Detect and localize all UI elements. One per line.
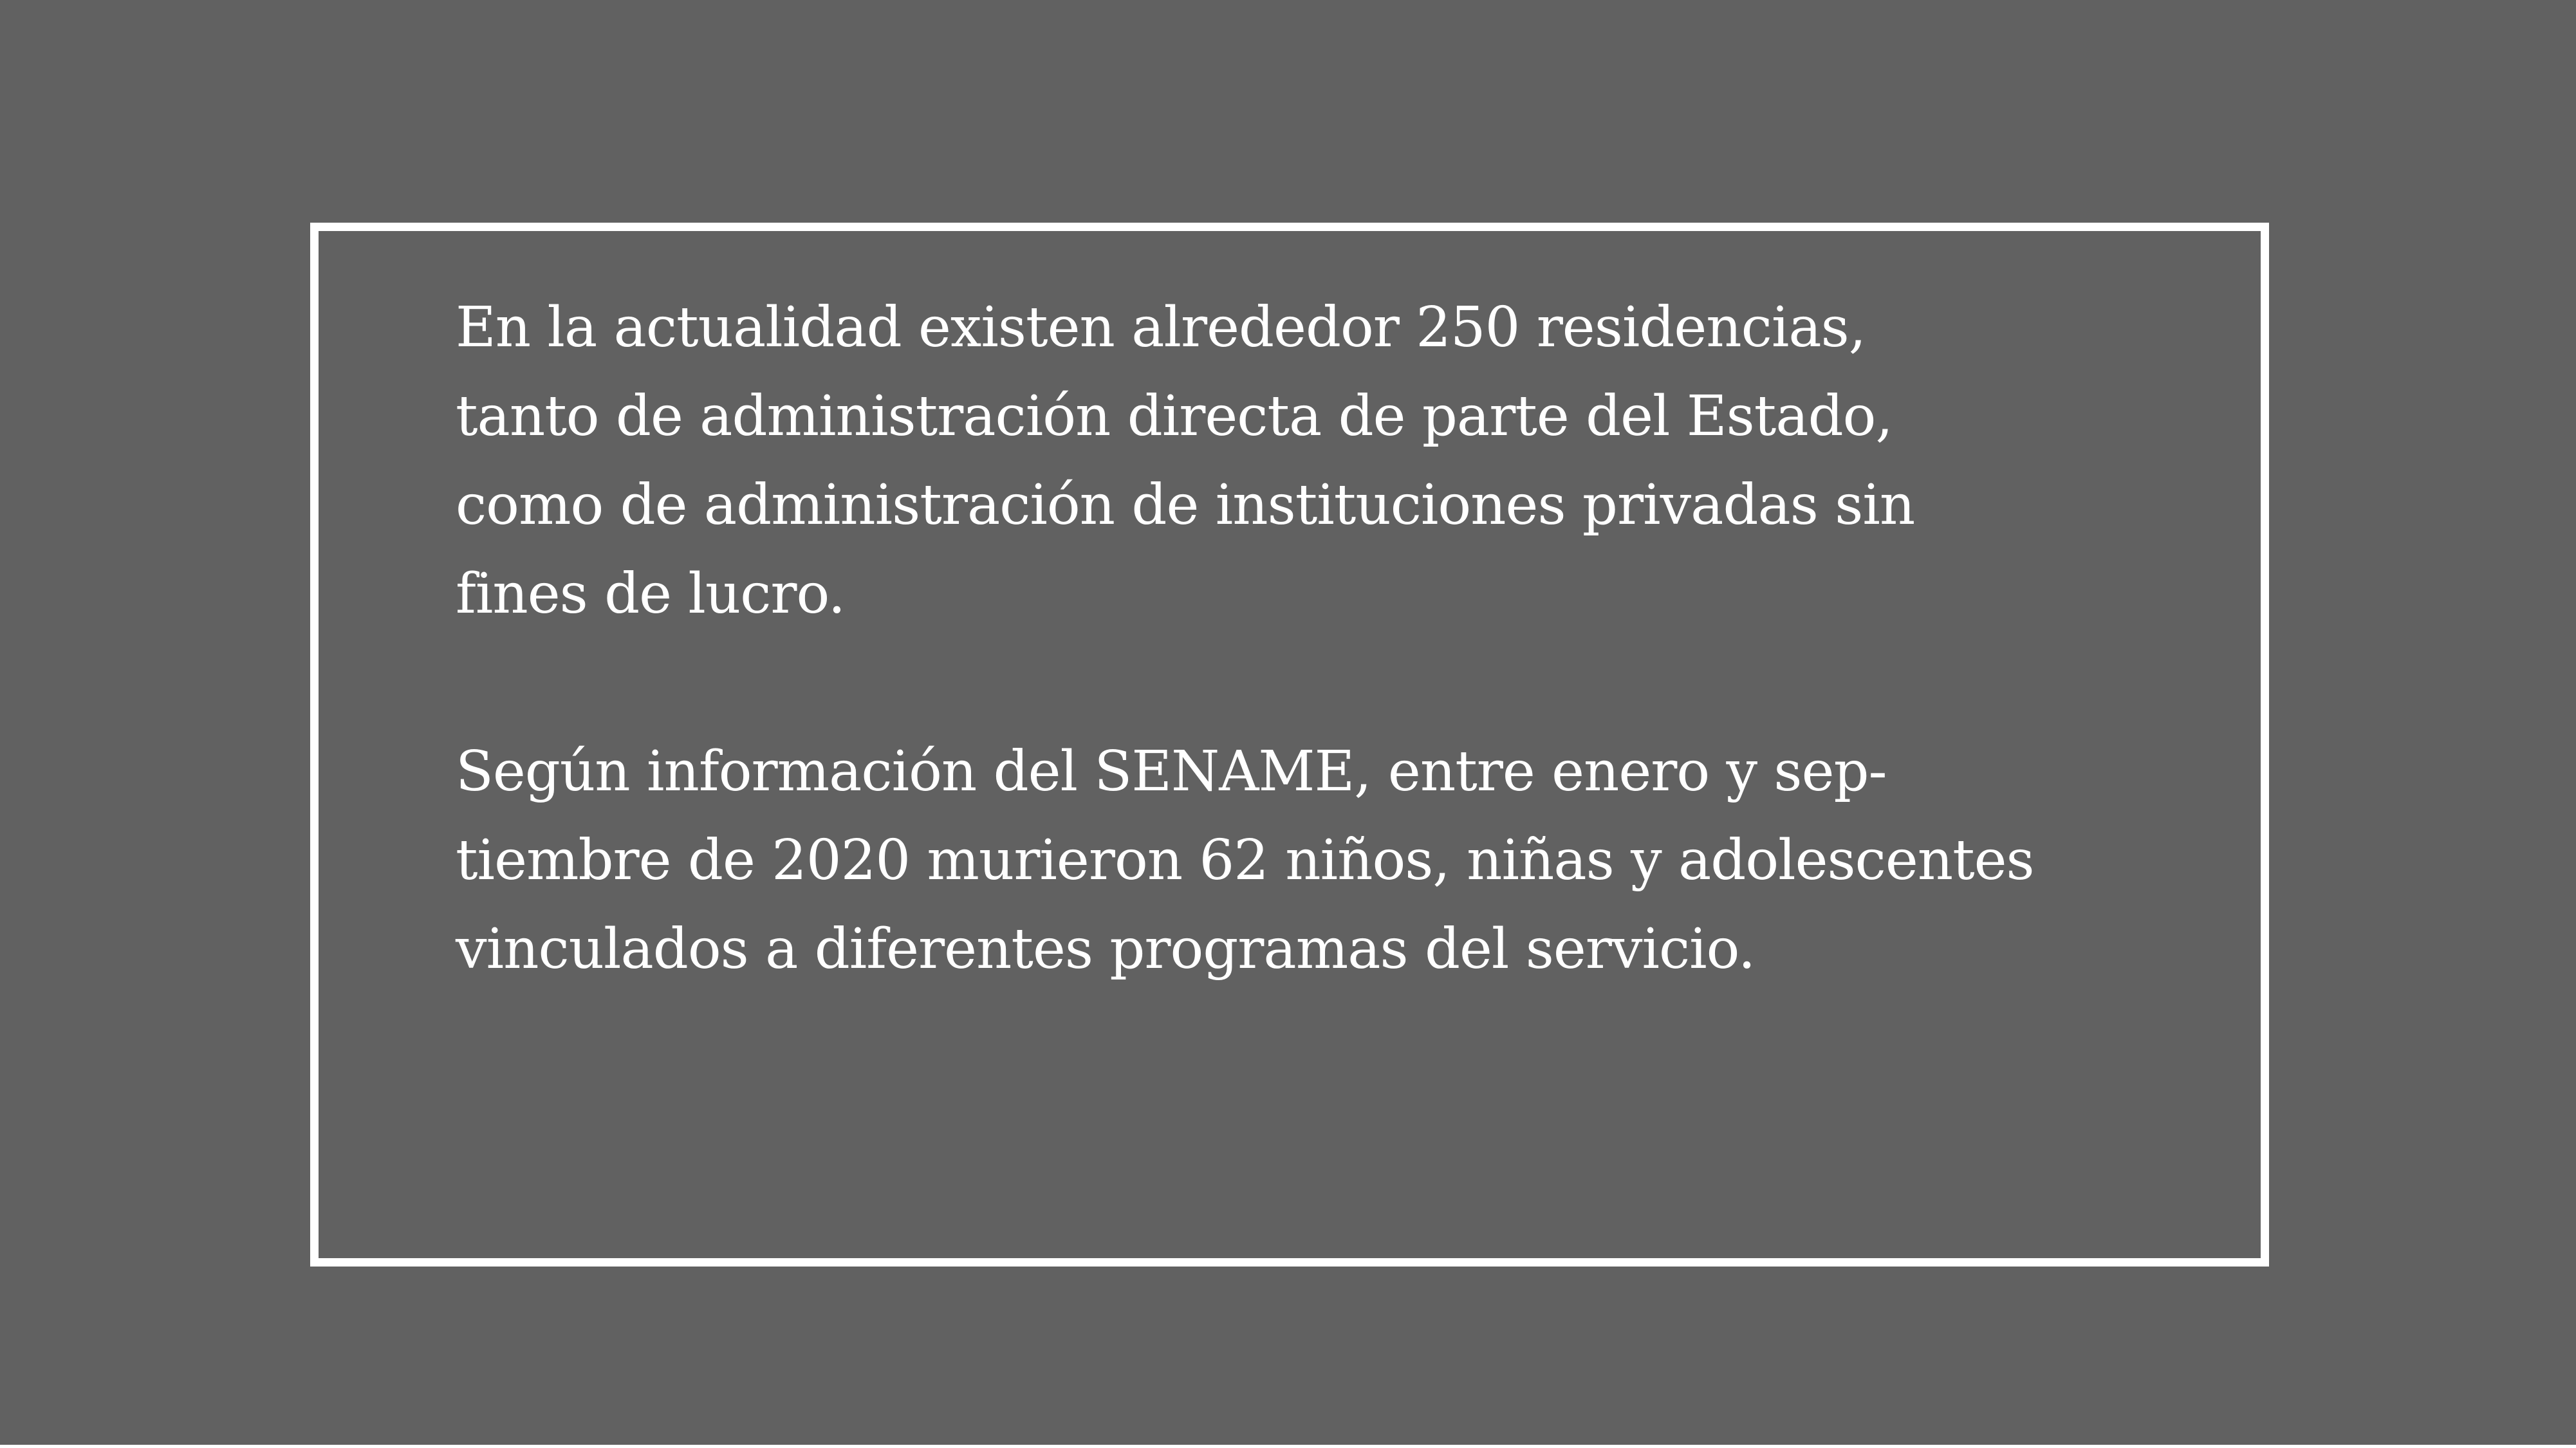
text-line: En la actualidad existen alrededor 250 residencias,	[456, 295, 1866, 360]
text-line: fines de lucro.	[456, 562, 846, 626]
text-line: Según información del SENAME, entre enero y sep-	[456, 739, 1887, 804]
text-block	[456, 283, 2167, 994]
text-line: vinculados a diferentes programas del servicio.	[456, 917, 1756, 981]
text-line: tiembre de 2020 murieron 62 niños, niñas y adolescentes	[456, 828, 2034, 893]
text-line: como de administración de instituciones privadas sin	[456, 473, 1915, 537]
paragraph-sename	[456, 727, 2167, 994]
paragraph-residencias	[456, 283, 2167, 638]
text-line: tanto de administración directa de parte del Estado,	[456, 384, 1893, 449]
